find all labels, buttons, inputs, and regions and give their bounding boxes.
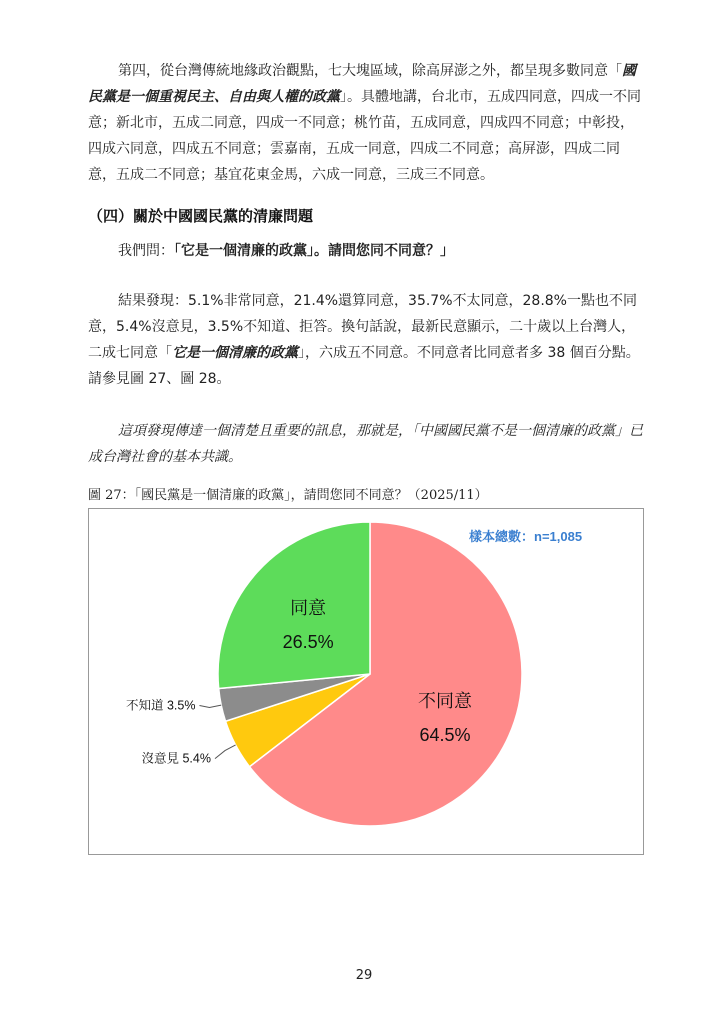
figure-caption: 圖 27：「國民黨是一個清廉的政黨」，請問您同不同意？（2025/11） xyxy=(88,488,488,503)
paragraph-regional-results xyxy=(88,58,646,188)
question-text: 「它是一個清廉的政黨」。請問您同不同意？」 xyxy=(174,243,454,259)
pie-chart-frame xyxy=(88,508,644,855)
label-agree-value: 26.5% xyxy=(282,631,334,652)
paragraph-results xyxy=(88,288,646,392)
question-line xyxy=(88,238,646,264)
paragraph1-tail: 」。具體地講，台北市，五成四同意，四成一不同意；新北市，五成二同意，四成一不同意；桃竹苗，五成同意，四成四不同意；中彰投，四成六同意，四成五不同意；雲嘉南，五成一同意，四成二不同意；高屏澎，四成二同意，五成二不同意；基宜花東金馬，六成一同意，三成三不同意。 xyxy=(88,89,641,183)
label-disagree-value: 64.5% xyxy=(419,724,471,745)
question-prefix: 我們問： xyxy=(118,243,174,259)
page-number: 29 xyxy=(355,968,373,983)
label-dont-know-leader xyxy=(199,705,221,707)
paragraph1-lead: 第四，從台灣傳統地緣政治觀點，七大塊區域，除高屏澎之外，都呈現多數同意「 xyxy=(118,63,622,79)
label-dont-know: 不知道 3.5% xyxy=(125,698,196,713)
paragraph-conclusion xyxy=(88,418,646,470)
paragraph2-emphasis: 它是一個清廉的政黨 xyxy=(172,345,298,361)
sample-size-note: 樣本總數：n=1,085 xyxy=(469,529,583,544)
label-disagree-category: 不同意 xyxy=(418,690,473,711)
label-no-opinion-leader xyxy=(215,745,236,759)
section-heading: （四）關於中國國民黨的清廉問題 xyxy=(88,207,314,225)
pie-chart xyxy=(89,509,643,854)
label-no-opinion: 沒意見 5.4% xyxy=(141,751,211,766)
paragraph1-emphasis: 國民黨是一個重視民主、自由與人權的政黨 xyxy=(88,63,636,105)
label-agree-category: 同意 xyxy=(290,597,327,618)
paragraph2-tail: 」，六成五不同意。不同意者比同意者多 38 個百分點。請參見圖 27、圖 28。 xyxy=(88,345,640,387)
paragraph3-text: 這項發現傳達一個清楚且重要的訊息，那就是，「中國國民黨不是一個清廉的政黨」已成台灣社會的基本共識。 xyxy=(88,423,643,465)
paragraph2-lead: 結果發現：5.1%非常同意，21.4%還算同意，35.7%不太同意，28.8%一點也不同意，5.4%沒意見，3.5%不知道、拒答。換句話說，最新民意顯示，二十歲以上台灣人，二成七同意「 xyxy=(88,293,637,361)
